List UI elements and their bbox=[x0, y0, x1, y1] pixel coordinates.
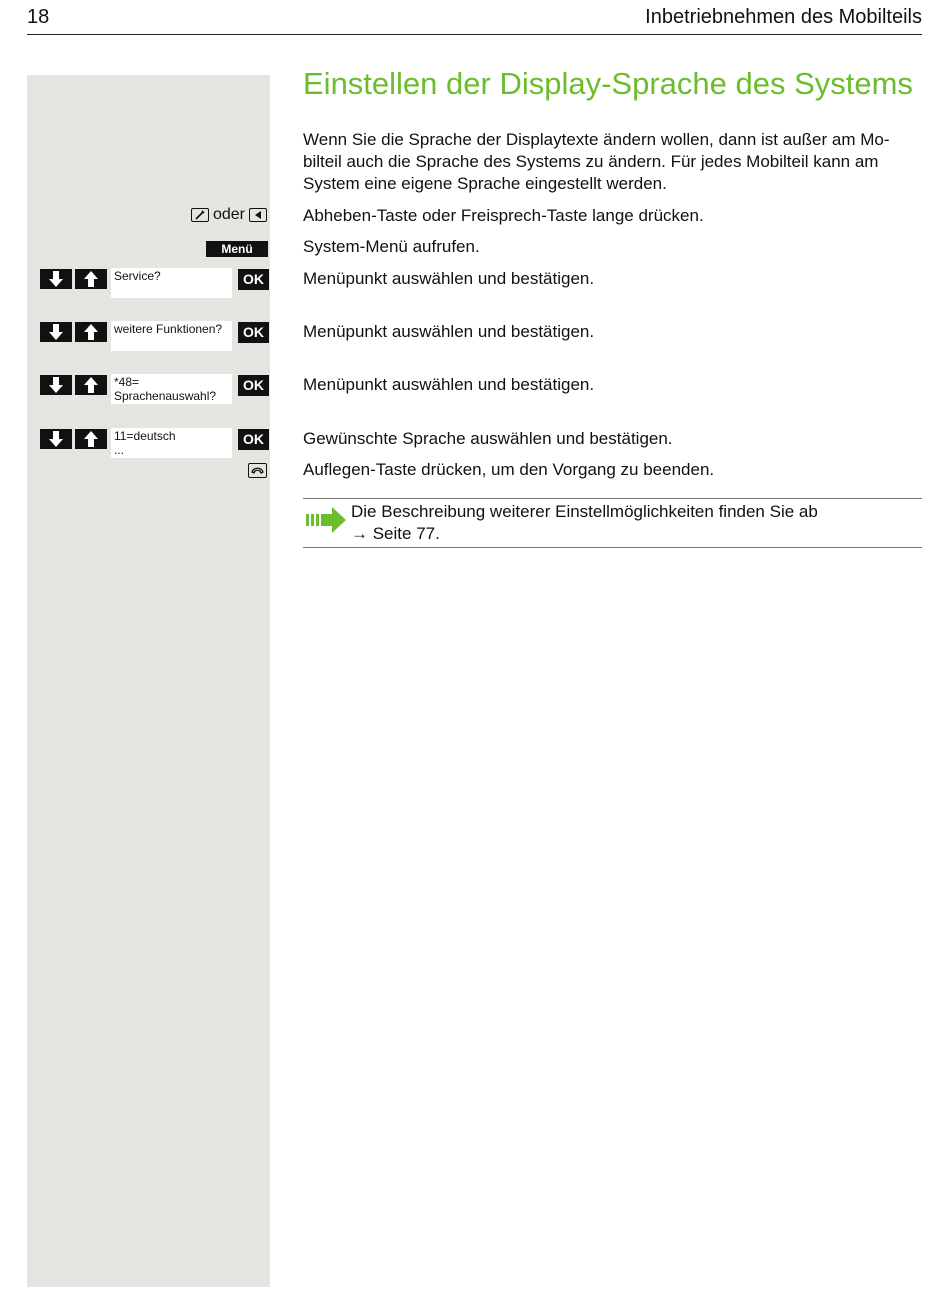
language-menu-step-text: Menüpunkt auswählen und bestätigen. bbox=[303, 375, 595, 394]
offhook-keys bbox=[191, 206, 267, 224]
arrow-up-key-icon[interactable] bbox=[75, 375, 107, 395]
page-heading: Einstellen der Display-Sprache des Systems bbox=[303, 66, 913, 101]
language-select-step-text: Gewünschte Sprache auswählen und bestätigen. bbox=[303, 429, 673, 448]
running-title: Inbetriebnehmen des Mobilteils bbox=[645, 6, 922, 28]
ok-key[interactable]: OK bbox=[238, 429, 269, 450]
display-language-menu bbox=[111, 374, 232, 404]
display-line-1: 11=deutsch bbox=[114, 429, 176, 443]
note-page-link[interactable]: → Seite 77. bbox=[351, 524, 440, 543]
service-step-text: Menüpunkt auswählen und bestätigen. bbox=[303, 269, 595, 288]
display-text: weitere Funktionen? bbox=[114, 322, 223, 336]
menu-key[interactable]: Menü bbox=[206, 241, 268, 257]
display-line-1: *48= bbox=[114, 375, 140, 389]
offhook-connector: oder bbox=[212, 206, 245, 223]
note-arrow-icon bbox=[305, 506, 347, 539]
arrow-up-key-icon[interactable] bbox=[75, 429, 107, 449]
reference-note bbox=[303, 498, 922, 548]
display-text: Service? bbox=[114, 269, 161, 283]
page-header bbox=[27, 0, 922, 35]
arrow-up-key-icon[interactable] bbox=[75, 269, 107, 289]
display-language-select bbox=[111, 428, 232, 458]
menu-step-text: System-Menü aufrufen. bbox=[303, 237, 480, 256]
ok-key[interactable]: OK bbox=[238, 375, 269, 396]
ok-key[interactable]: OK bbox=[238, 322, 269, 343]
note-line-1: Die Beschreibung weiterer Einstellmöglichkeiten finden Sie ab bbox=[351, 502, 818, 521]
offhook-step-text: Abheben-Taste oder Freisprech-Taste lange drücken. bbox=[303, 206, 704, 225]
arrow-down-key-icon[interactable] bbox=[40, 269, 72, 289]
page-number: 18 bbox=[27, 6, 50, 28]
functions-step-text: Menüpunkt auswählen und bestätigen. bbox=[303, 322, 595, 341]
display-functions bbox=[111, 321, 232, 351]
arrow-down-key-icon[interactable] bbox=[40, 322, 72, 342]
intro-paragraph: Wenn Sie die Sprache der Displaytexte ändern wollen, dann ist außer am Mo-bilteil auch die Sprache des Systems zu ändern. Für jedes Mobilteil kann am System eine eigene Sprache eingestellt werden. bbox=[303, 130, 890, 193]
ok-key[interactable]: OK bbox=[238, 269, 269, 290]
display-line-2: Sprachenauswahl? bbox=[114, 389, 217, 403]
speaker-key-icon[interactable] bbox=[249, 208, 267, 222]
display-service bbox=[111, 268, 232, 298]
onhook-key-icon[interactable] bbox=[248, 463, 267, 478]
arrow-up-key-icon[interactable] bbox=[75, 322, 107, 342]
onhook-step-text: Auflegen-Taste drücken, um den Vorgang zu beenden. bbox=[303, 460, 715, 479]
note-text bbox=[351, 501, 818, 545]
offhook-key-icon[interactable] bbox=[191, 208, 209, 222]
arrow-down-key-icon[interactable] bbox=[40, 375, 72, 395]
arrow-down-key-icon[interactable] bbox=[40, 429, 72, 449]
display-line-2: ... bbox=[114, 443, 125, 457]
